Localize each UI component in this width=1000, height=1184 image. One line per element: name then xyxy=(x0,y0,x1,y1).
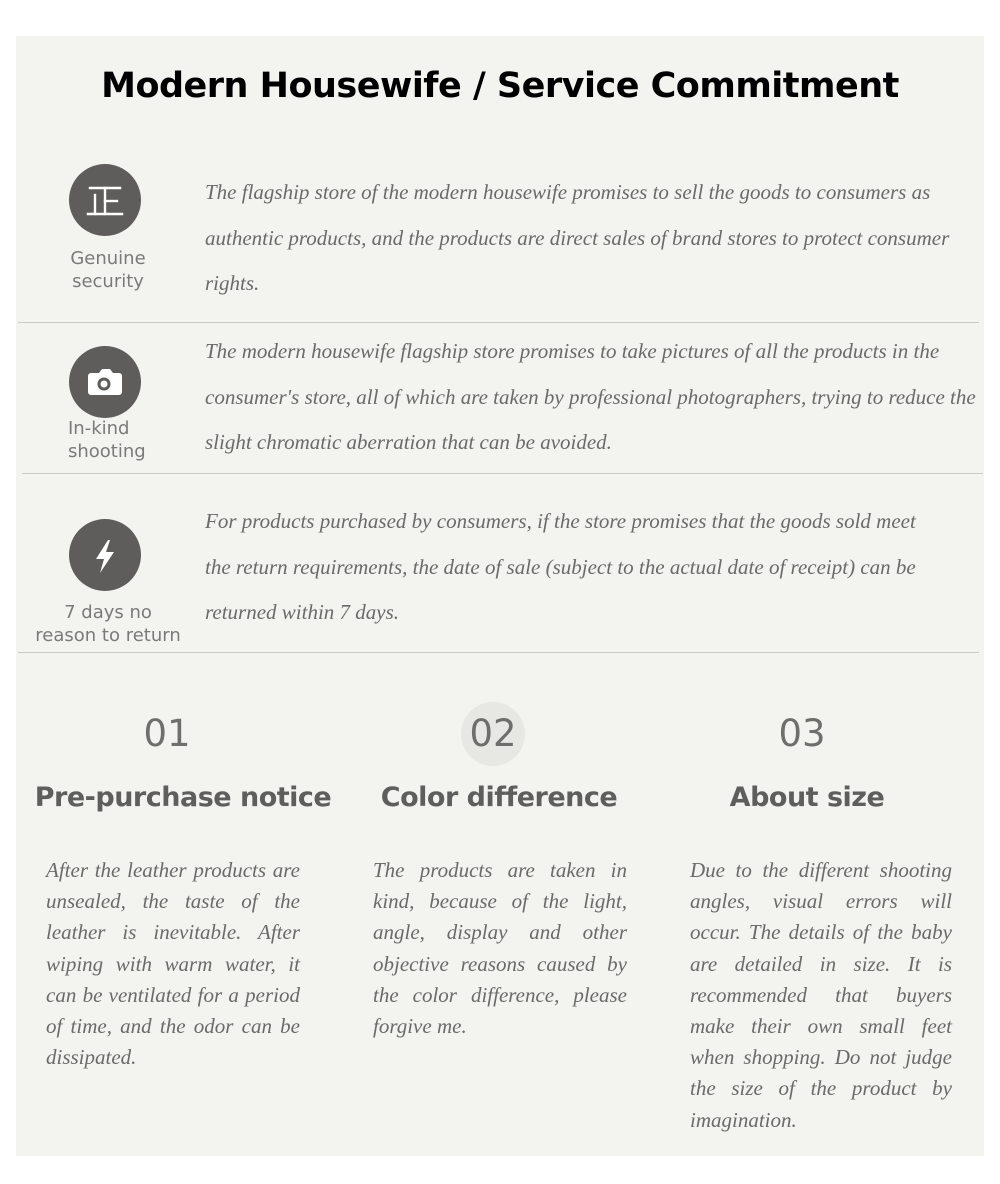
caption-line: Genuine xyxy=(70,248,146,269)
notice-number: 02 xyxy=(469,712,517,755)
genuine-icon xyxy=(69,164,141,236)
notice-heading: Pre-purchase notice xyxy=(34,782,332,813)
commitment-caption xyxy=(18,417,218,463)
notice-heading: Color difference xyxy=(380,782,618,813)
page-title: Modern Housewife / Service Commitment xyxy=(101,66,899,106)
commitment-caption xyxy=(18,601,198,647)
commitment-description: The flagship store of the modern housewife promises to sell the goods to consumers as authentic products, and the products are direct sales of brand stores to protect consumer rights. xyxy=(205,180,950,295)
caption-line: shooting xyxy=(68,441,146,462)
caption-line: 7 days no xyxy=(64,602,152,623)
commitment-description: For products purchased by consumers, if the store promises that the goods sold meet the return requirements, the date of sale (subject to the actual date of receipt) can be returned within 7 days. xyxy=(205,509,916,624)
divider xyxy=(18,322,979,323)
notice-number: 03 xyxy=(778,712,826,755)
notice-text: The products are taken in kind, because of the light, angle, display and other objective reasons caused by the color difference, please forgive me. xyxy=(373,858,627,1039)
notice-heading: About size xyxy=(729,782,885,813)
commitment-caption xyxy=(18,247,198,293)
notice-number: 01 xyxy=(143,712,191,755)
caption-line: reason to return xyxy=(35,625,181,646)
caption-line: security xyxy=(72,271,144,292)
lightning-icon xyxy=(69,519,141,591)
camera-icon xyxy=(69,346,141,418)
commitment-description: The modern housewife flagship store promises to take pictures of all the products in the consumer's store, all of which are taken by professional photographers, trying to reduce the slight chromatic aberration that can be avoided. xyxy=(205,339,976,454)
notice-text: After the leather products are unsealed, the taste of the leather is inevitable. After wiping with warm water, it can be ventilated for a period of time, and the odor can be dissipated. xyxy=(46,858,300,1070)
notice-text: Due to the different shooting angles, visual errors will occur. The details of the baby are detailed in size. It is recommended that buyers make their own small feet when shopping. Do not judge the size of the product by imagination. xyxy=(690,858,952,1132)
caption-line: In-kind xyxy=(68,418,130,439)
divider xyxy=(18,652,979,653)
divider xyxy=(22,473,983,474)
